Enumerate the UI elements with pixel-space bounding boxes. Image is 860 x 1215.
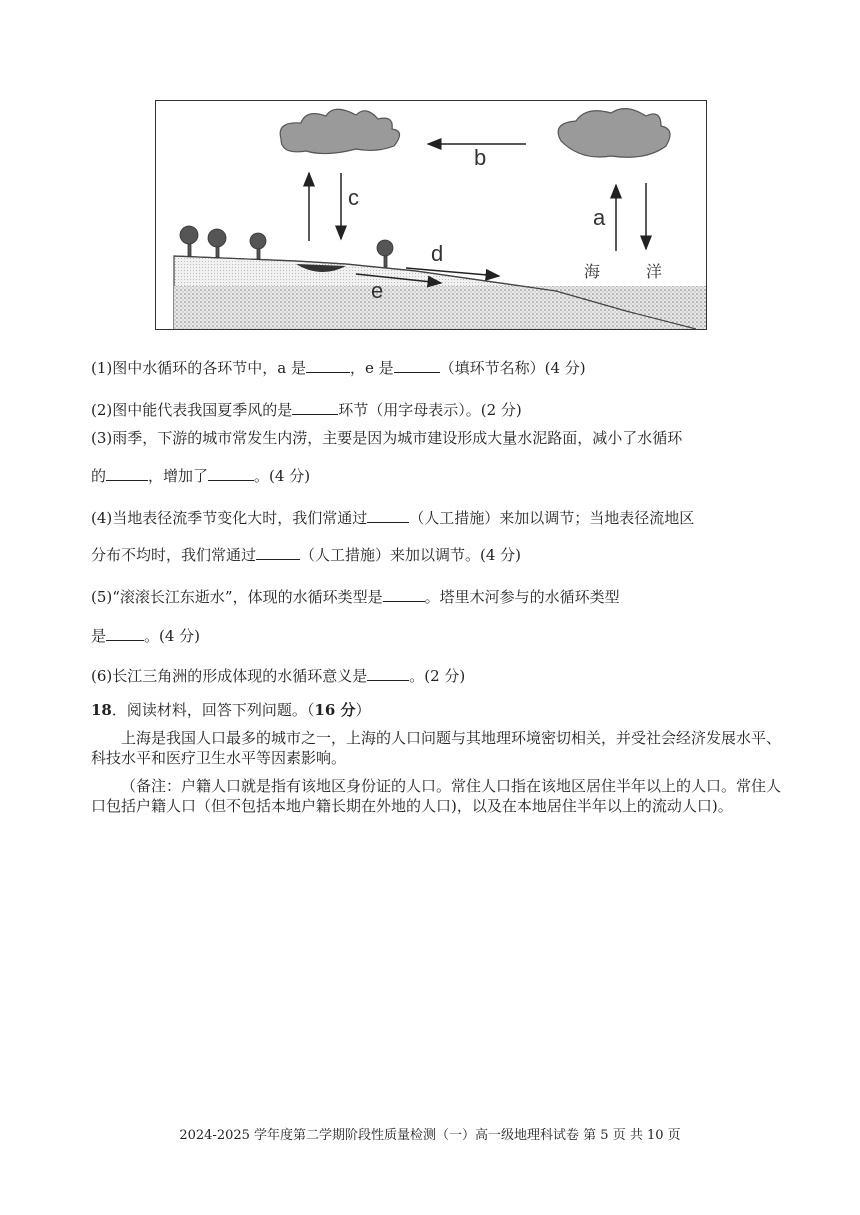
- question-4-text: （人工措施）来加以调节。(4 分): [300, 546, 522, 564]
- question-2-text: 环节（用字母表示）。(2 分): [338, 401, 522, 419]
- question-5-text: 是: [91, 627, 107, 645]
- label-b: b: [474, 145, 487, 170]
- answer-blank[interactable]: [367, 666, 409, 681]
- question-3-text: 的: [91, 467, 107, 485]
- question-5-line-2: [91, 626, 791, 646]
- answer-blank[interactable]: [106, 626, 144, 641]
- water-cycle-svg: [156, 101, 707, 330]
- page-footer: 2024-2025 学年度第二学期阶段性质量检测（一）高一级地理科试卷 第 5 页 共 10 页: [179, 1128, 681, 1143]
- question-4-line-2: [91, 545, 791, 565]
- cloud-left-icon: [280, 109, 399, 153]
- answer-blank[interactable]: [256, 545, 300, 560]
- question-3-text: 。(4 分): [254, 467, 311, 485]
- answer-blank[interactable]: [306, 358, 350, 373]
- question-5-text: (5)“滚滚长江东逝水”，体现的水循环类型是: [91, 588, 383, 606]
- question-18-title: ．阅读材料，回答下列问题。（: [111, 701, 315, 719]
- label-ocean: 洋: [646, 262, 663, 281]
- answer-blank[interactable]: [208, 466, 254, 481]
- question-6: [91, 666, 791, 686]
- question-4-line-1: [91, 508, 791, 528]
- question-4-text: （人工措施）来加以调节；当地表径流地区: [409, 509, 695, 527]
- question-4-text: (4)当地表径流季节变化大时，我们常通过: [91, 509, 368, 527]
- question-6-text: (6)长江三角洲的形成体现的水循环意义是: [91, 667, 368, 685]
- answer-blank[interactable]: [106, 466, 148, 481]
- answer-blank[interactable]: [394, 358, 440, 373]
- label-sea: 海: [584, 262, 601, 281]
- question-4-text: 分布不均时，我们常通过: [91, 546, 257, 564]
- question-1: [91, 358, 791, 378]
- question-1-text: （填环节名称）(4 分): [439, 359, 586, 377]
- question-number: 18: [91, 701, 112, 719]
- material-paragraph-2: （备注：户籍人口就是指有该地区身份证的人口。常住人口指在该地区居住半年以上的人口。常住人口包括户籍人口（但不包括本地户籍长期在外地的人口)，以及在本地居住半年以上的流动人口)。: [91, 777, 782, 815]
- question-3-text: ，增加了: [148, 467, 209, 485]
- water-cycle-diagram: [155, 100, 707, 330]
- material-paragraph-1: 上海是我国人口最多的城市之一，上海的人口问题与其地理环境密切相关，并受社会经济发展水平、科技水平和医疗卫生水平等因素影响。: [91, 729, 782, 767]
- question-3-line-2: [91, 466, 791, 486]
- question-18-heading: [91, 700, 791, 720]
- question-1-text: (1)图中水循环的各环节中，a 是: [91, 359, 306, 377]
- answer-blank[interactable]: [383, 587, 425, 602]
- question-1-text: ，e 是: [349, 359, 394, 377]
- label-e: e: [371, 278, 384, 303]
- label-c: c: [348, 185, 359, 210]
- question-5-text: 。(4 分): [144, 627, 201, 645]
- question-3-line-1: [91, 428, 791, 448]
- label-d: d: [431, 241, 444, 266]
- question-18-close: ）: [355, 701, 371, 719]
- answer-blank[interactable]: [367, 508, 409, 523]
- question-2-text: (2)图中能代表我国夏季风的是: [91, 401, 293, 419]
- question-2: [91, 400, 791, 420]
- question-5-line-1: [91, 587, 791, 607]
- question-5-text: 。塔里木河参与的水循环类型: [424, 588, 620, 606]
- label-a: a: [593, 205, 606, 230]
- cloud-right-icon: [558, 109, 670, 158]
- question-6-text: 。(2 分): [409, 667, 466, 685]
- question-18-score: 16 分: [314, 701, 356, 719]
- answer-blank[interactable]: [292, 400, 338, 415]
- question-3-text: (3)雨季，下游的城市常发生内涝，主要是因为城市建设形成大量水泥路面，减小了水循环: [91, 429, 683, 447]
